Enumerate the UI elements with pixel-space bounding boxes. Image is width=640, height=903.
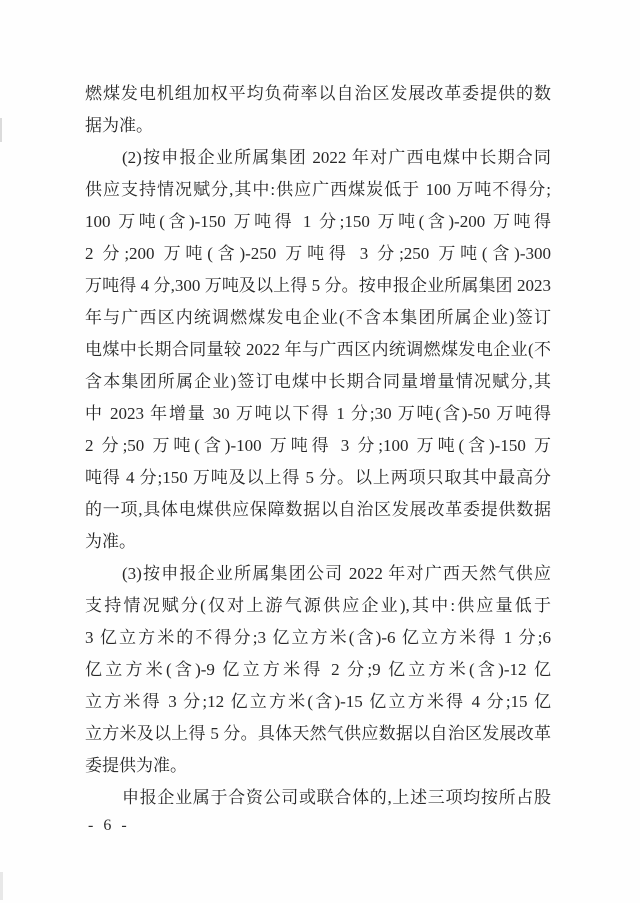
- document-body: [85, 78, 551, 814]
- text-line: 立方米及以上得 5 分。具体天然气供应数据以自治区发展改革: [85, 724, 551, 743]
- text-line: 据为准。: [85, 116, 153, 135]
- text-line: 供应支持情况赋分,其中:供应广西煤炭低于 100 万吨不得分;: [85, 180, 551, 199]
- text-line: 为准。: [85, 532, 136, 551]
- text-line: 电煤中长期合同量较 2022 年与广西区内统调燃煤发电企业(不: [85, 340, 551, 359]
- text-line: 的一项,具体电煤供应保障数据以自治区发展改革委提供数据: [85, 500, 551, 519]
- scan-edge-artifact: [0, 118, 2, 142]
- text-line: (3)按申报企业所属集团公司 2022 年对广西天然气供应: [122, 564, 551, 583]
- text-line: 含本集团所属企业)签订电煤中长期合同量增量情况赋分,其: [85, 372, 551, 391]
- text-line: 申报企业属于合资公司或联合体的,上述三项均按所占股: [122, 788, 551, 807]
- scan-edge-artifact: [0, 872, 3, 900]
- text-line: (2)按申报企业所属集团 2022 年对广西电煤中长期合同: [122, 148, 551, 167]
- text-line: 2 分;50 万吨(含)-100 万吨得 3 分;100 万吨(含)-150 万: [85, 436, 551, 455]
- text-line: 3 亿立方米的不得分;3 亿立方米(含)-6 亿立方米得 1 分;6: [85, 628, 551, 647]
- text-line: 100 万吨(含)-150 万吨得 1 分;150 万吨(含)-200 万吨得: [85, 212, 551, 231]
- text-line: 吨得 4 分;150 万吨及以上得 5 分。以上两项只取其中最高分: [85, 468, 551, 487]
- text-line: 燃煤发电机组加权平均负荷率以自治区发展改革委提供的数: [85, 84, 551, 103]
- text-line: 万吨得 4 分,300 万吨及以上得 5 分。按申报企业所属集团 2023: [85, 276, 551, 295]
- text-line: 中 2023 年增量 30 万吨以下得 1 分;30 万吨(含)-50 万吨得: [85, 404, 551, 423]
- text-line: 亿立方米(含)-9 亿立方米得 2 分;9 亿立方米(含)-12 亿: [85, 660, 551, 679]
- text-line: 立方米得 3 分;12 亿立方米(含)-15 亿立方米得 4 分;15 亿: [85, 692, 551, 711]
- text-line: 支持情况赋分(仅对上游气源供应企业),其中:供应量低于: [85, 596, 551, 615]
- text-line: 2 分;200 万吨(含)-250 万吨得 3 分;250 万吨(含)-300: [85, 244, 551, 263]
- text-line: 年与广西区内统调燃煤发电企业(不含本集团所属企业)签订: [85, 308, 551, 327]
- text-line: 委提供为准。: [85, 756, 187, 775]
- page-number: - 6 -: [88, 817, 130, 834]
